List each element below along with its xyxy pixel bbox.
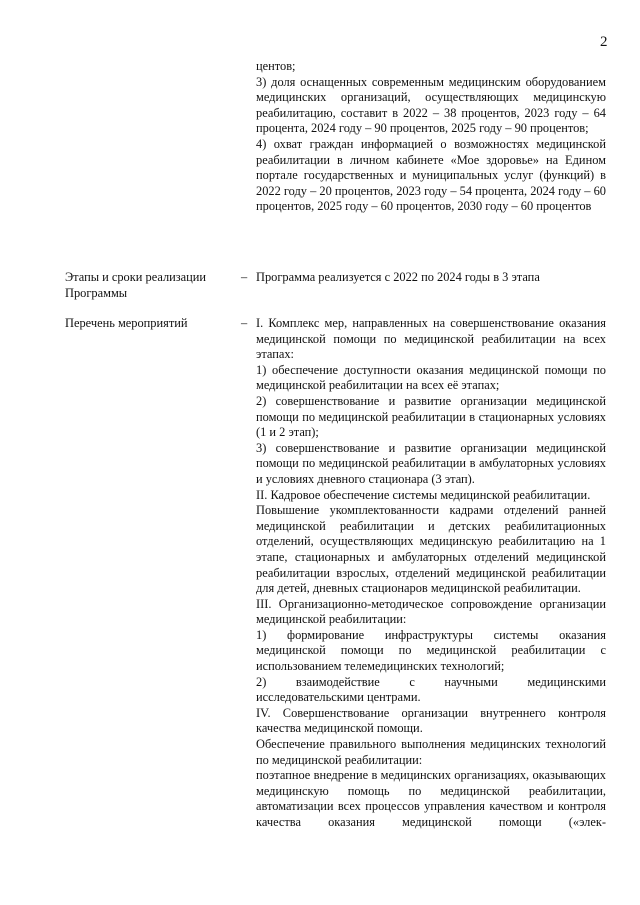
paragraph: 1) обеспечение доступности оказания медицинской помощи по медицинской реабилитации на всех её этапах; (256, 362, 606, 393)
dash-separator: – (241, 316, 248, 330)
paragraph: 4) охват граждан информацией о возможностях медицинской реабилитации в личном кабинете «Мое здоровье» на Едином портале государственных и муниципальных услуг (функций) в 2022 году – 20 процентов, 2023 году – 54 процента, 2024 году – 60 процентов, 2025 году – 60 процентов, 2030 году – 60 процентов (256, 136, 606, 214)
paragraph: 2) взаимодействие с научными медицинскими исследовательскими центрами. (256, 674, 606, 705)
measures-text (256, 316, 606, 831)
paragraph: Программа реализуется с 2022 по 2024 годы в 3 этапа (256, 270, 540, 284)
top-text-block (256, 59, 606, 215)
paragraph: III. Организационно-методическое сопровождение организации медицинской реабилитации: (256, 596, 606, 627)
dash-separator: – (241, 270, 248, 284)
measures-label: Перечень мероприятий (65, 316, 188, 330)
paragraph: центов; (256, 59, 296, 73)
paragraph: IV. Совершенствование организации внутреннего контроля качества медицинской помощи. (256, 705, 606, 736)
page-number: 2 (600, 34, 608, 50)
stages-row (65, 270, 610, 304)
measures-row (65, 316, 610, 856)
paragraph: 2) совершенствование и развитие организации медицинской помощи по медицинской реабилитации в стационарных условиях (1 и 2 этап); (256, 393, 606, 440)
paragraph: 3) доля оснащенных современным медицинским оборудованием медицинских организаций, осуществляющих медицинскую реабилитацию, составит в 2022 – 38 процентов, 2023 году – 64 процента, 2024 году – 90 процентов, 2025 году – 90 процентов; (256, 74, 606, 136)
paragraph: II. Кадровое обеспечение системы медицинской реабилитации. (256, 487, 591, 502)
paragraph: Повышение укомплектованности кадрами отделений ранней медицинской реабилитации и детских реабилитационных отделений, осуществляющих медицинскую реабилитацию на 1 этапе, стационарных и амбулаторных отделений медицинской реабилитации взрослых, отделений медицинской реабилитации для детей, дневных стационаров медицинской реабилитации. (256, 503, 606, 596)
paragraph: Обеспечение правильного выполнения медицинских технологий по медицинской реабилитации: (256, 737, 606, 767)
paragraph: поэтапное внедрение в медицинских организациях, оказывающих медицинскую помощь по медицинской реабилитации, автоматизации всех процессов управления качеством и контроля качества оказания медицинской помощи («элек- (256, 768, 606, 829)
paragraph: 1) формирование инфраструктуры системы оказания медицинской помощи по медицинской реабилитации с использованием телемедицинских технологий; (256, 627, 606, 674)
stages-label: Этапы и сроки реализации Программы (65, 270, 207, 300)
paragraph: I. Комплекс мер, направленных на совершенствование оказания медицинской помощи по медицинской реабилитации на всех этапах: (256, 316, 606, 362)
stages-text (256, 270, 606, 286)
paragraph: 3) совершенствование и развитие организации медицинской помощи по медицинской реабилитации в амбулаторных условиях и условиях дневного стационара (3 этап). (256, 440, 606, 486)
